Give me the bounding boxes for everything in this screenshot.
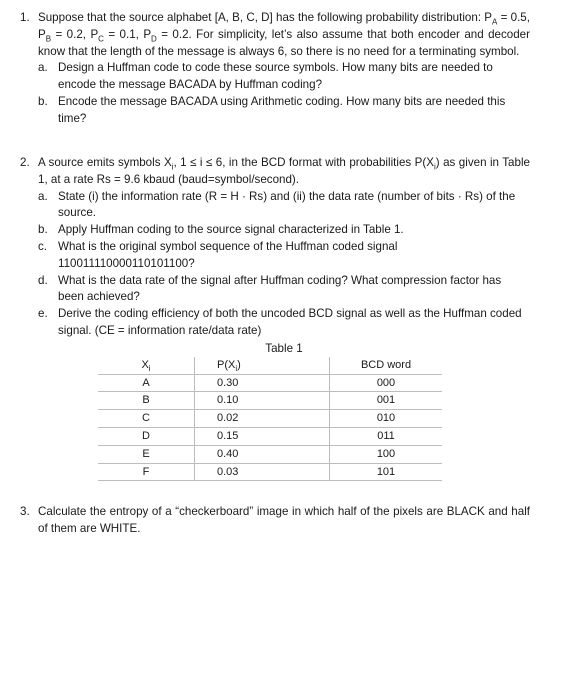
- header-bcd-word: BCD word: [330, 357, 443, 374]
- table-row: [98, 463, 442, 481]
- table-row: [98, 392, 442, 410]
- question-number: 1.: [20, 11, 30, 24]
- sub-question: b. Apply Huffman coding to the source signal characterized in Table 1.: [38, 223, 404, 237]
- sub-question: e. Derive the coding efficiency of both the uncoded BCD signal as well as the Huffman coded signal. (CE = information rate/data rate): [38, 307, 522, 337]
- question-number: 3.: [20, 505, 30, 518]
- question-text: Suppose that the source alphabet [A, B, C, D] has the following probability distribution: $P_A = 0.5$, $P_B = 0.2$, $P_C = 0.1$, $P_D = 0.2$. For simplicity, let’s also assume that both encoder and decoder know that the length of the message is always 6, so there is no need for a terminating symbol.: [38, 11, 530, 58]
- table-row: [98, 427, 442, 445]
- question-1: [20, 10, 530, 128]
- cell-bcd: 011: [330, 427, 443, 445]
- sub-question: b. Encode the message BACADA using Arithmetic coding. How many bits are needed this time?: [38, 94, 506, 125]
- cell-probability: 0.03: [195, 463, 330, 481]
- cell-symbol: E: [98, 445, 195, 463]
- cell-probability: 0.10: [195, 392, 330, 410]
- sub-question: d. What is the data rate of the signal after Huffman coding? What compression factor has been achieved?: [38, 273, 502, 304]
- question-number: 2.: [20, 156, 30, 169]
- table-row: [98, 374, 442, 392]
- cell-symbol: D: [98, 427, 195, 445]
- table-header-row: [98, 357, 442, 374]
- sub-question: a. Design a Huffman code to code these source symbols. How many bits are needed to encode the message BACADA by Huffman coding?: [38, 61, 493, 92]
- sub-question: a. State (i) the information rate (R = H · Rs) and (ii) the data rate (number of bits · Rs) of the source.: [38, 189, 516, 220]
- table-caption: Table 1: [265, 341, 303, 355]
- sub-question: c. What is the original symbol sequence of the Huffman coded signal 110011110000110101100?: [38, 239, 398, 270]
- cell-symbol: B: [98, 392, 195, 410]
- cell-bcd: 000: [330, 374, 443, 392]
- table-row: [98, 410, 442, 428]
- cell-bcd: 010: [330, 410, 443, 428]
- cell-symbol: C: [98, 410, 195, 428]
- header-probability: $P(X_i)$: [195, 357, 330, 374]
- cell-probability: 0.15: [195, 427, 330, 445]
- cell-probability: 0.30: [195, 374, 330, 392]
- question-text: Calculate the entropy of a “checkerboard” image in which half of the pixels are BLACK and half of them are WHITE.: [38, 505, 530, 535]
- cell-bcd: 001: [330, 392, 443, 410]
- question-3: [20, 504, 530, 538]
- cell-probability: 0.40: [195, 445, 330, 463]
- question-text: A source emits symbols $X_i$, 1 ≤ i ≤ 6, in the BCD format with probabilities $P(X_i)$ as given in Table 1, at a rate Rs = 9.6 kbaud (baud=symbol/second).: [38, 156, 530, 186]
- cell-probability: 0.02: [195, 410, 330, 428]
- question-2: [20, 155, 530, 481]
- cell-bcd: 100: [330, 445, 443, 463]
- header-symbol: $X_i$: [98, 357, 195, 374]
- cell-bcd: 101: [330, 463, 443, 481]
- table-row: [98, 445, 442, 463]
- sub-question-list: [38, 189, 530, 340]
- probability-table: [98, 357, 442, 482]
- cell-symbol: F: [98, 463, 195, 481]
- sub-question-list: [38, 60, 530, 127]
- cell-symbol: A: [98, 374, 195, 392]
